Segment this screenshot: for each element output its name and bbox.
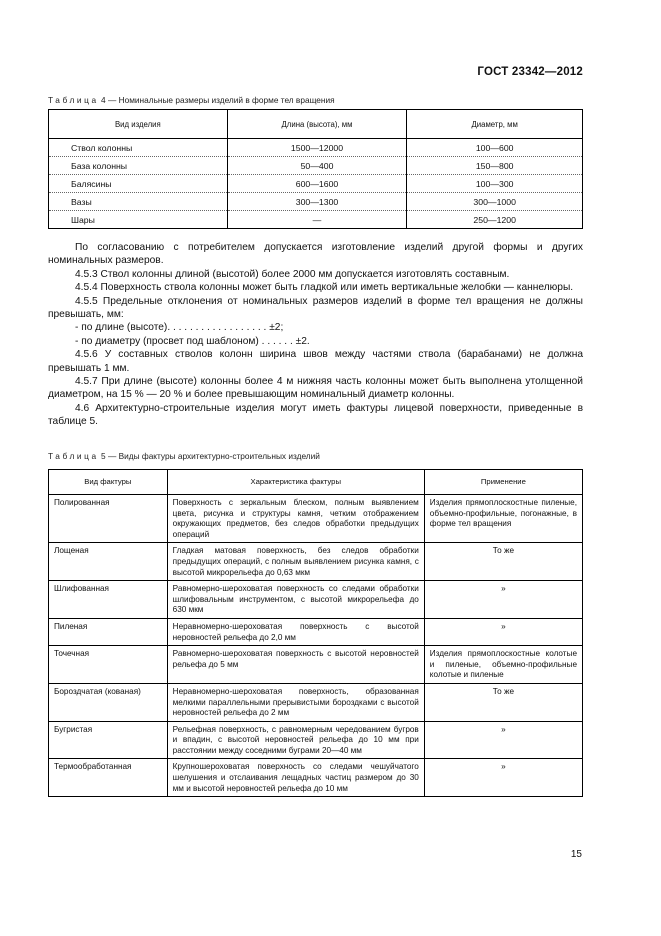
paragraph: 4.5.4 Поверхность ствола колонны может быть гладкой или иметь вертикальные желобки — каннелюры. — [75, 282, 574, 294]
table5-cell-type: Точечная — [49, 646, 168, 684]
paragraph: 4.5.5 Предельные отклонения от номинальных размеров изделий в форме тел вращения не должны превышать, мм: — [48, 295, 583, 321]
table-row — [49, 618, 583, 645]
body-text — [48, 241, 583, 429]
table5-col-desc: Характеристика фактуры — [167, 470, 424, 495]
paragraph: 4.6 Архитектурно-строительные изделия могут иметь фактуры лицевой поверхности, приведенные в таблице 5. — [48, 402, 583, 428]
table5-cell-type: Лощеная — [49, 543, 168, 581]
table5-col-type: Вид фактуры — [49, 470, 168, 495]
table5-cell-desc: Равномерно-шероховатая поверхность со следами обработки шлифовальным инструментом, с высотой микрорельефа до 630 мкм — [167, 581, 424, 619]
table4-cell-diameter: 100—300 — [407, 175, 583, 193]
table5-col-use: Применение — [424, 470, 582, 495]
table-row — [49, 721, 583, 759]
table5-cell-desc: Гладкая матовая поверхность, без следов обработки предыдущих операций, с полным выявлением рисунка камня, с высотой микрорельефа до 0,63 мкм — [167, 543, 424, 581]
table-row — [49, 646, 583, 684]
table-row — [49, 157, 583, 175]
table5-cell-use: » — [424, 721, 582, 759]
table4-cell-diameter: 250—1200 — [407, 211, 583, 229]
table4-cell-name: Вазы — [49, 193, 228, 211]
table-row — [49, 581, 583, 619]
table-row — [49, 139, 583, 157]
table4-cell-length: 600—1600 — [227, 175, 407, 193]
table4-cell-diameter: 100—600 — [407, 139, 583, 157]
table5-header-row — [49, 470, 583, 495]
table5-cell-type: Термообработанная — [49, 759, 168, 797]
table-row — [49, 211, 583, 229]
table5-cell-type: Бугристая — [49, 721, 168, 759]
table4-cell-length: — — [227, 211, 407, 229]
table5-cell-desc: Рельефная поверхность, с равномерным чередованием бугров и впадин, с высотой неровностей рельефа до 10 мм при расстоянии между соседними буграми 20—40 мм — [167, 721, 424, 759]
table4-col-diameter: Диаметр, мм — [407, 110, 583, 139]
table5-cell-use: » — [424, 581, 582, 619]
table4-header-row — [49, 110, 583, 139]
table5-caption-number: 5 — [101, 451, 106, 461]
standard-code: ГОСТ 23342—2012 — [477, 66, 583, 78]
table5-caption-prefix: Таблица — [48, 451, 99, 461]
table5-cell-use: Изделия прямоплоскостные пиленые, объемно-профильные, погонажные, в форме тел вращения — [424, 495, 582, 543]
table5-cell-type: Полированная — [49, 495, 168, 543]
table4-caption — [48, 95, 335, 105]
table-row — [49, 543, 583, 581]
table5-cell-use: » — [424, 618, 582, 645]
table4-caption-prefix: Таблица — [48, 95, 99, 105]
table5-caption — [48, 451, 320, 461]
table5 — [48, 469, 583, 797]
table4-col-length: Длина (высота), мм — [227, 110, 407, 139]
paragraph: По согласованию с потребителем допускается изготовление изделий другой формы и других номинальных размеров. — [48, 242, 583, 267]
table5-cell-desc: Неравномерно-шероховатая поверхность с высотой неровностей рельефа до 2,0 мм — [167, 618, 424, 645]
paragraph: 4.5.3 Ствол колонны длиной (высотой) более 2000 мм допускается изготовлять составным. — [75, 268, 510, 280]
table5-cell-use: » — [424, 759, 582, 797]
paragraph: 4.5.7 При длине (высоте) колонны более 4 м нижняя часть колонны может быть выполнена утолщенной диаметром, на 15 % — 20 % и более превышающим номинальный диаметр колонны. — [48, 376, 583, 401]
table4-caption-title: — Номинальные размеры изделий в форме тел вращения — [107, 95, 335, 105]
table4-cell-diameter: 150—800 — [407, 157, 583, 175]
table4-cell-length: 50—400 — [227, 157, 407, 175]
table4-cell-length: 1500—12000 — [227, 139, 407, 157]
table5-cell-desc: Крупношероховатая поверхность со следами чешуйчатого шелушения и отслаивания лещадных частиц размером до 30 мм и высотой неровностей рельефа до 10 мм — [167, 759, 424, 797]
table-row — [49, 193, 583, 211]
table4-cell-diameter: 300—1000 — [407, 193, 583, 211]
table5-cell-desc: Поверхность с зеркальным блеском, полным выявлением цвета, рисунка и структуры камня, четким отображением окружающих предметов, без следов обработки предыдущих операций — [167, 495, 424, 543]
paragraph: 4.5.6 У составных стволов колонн ширина швов между частями ствола (барабанами) не должна превышать 1 мм. — [48, 349, 583, 374]
list-item: - по длине (высоте). . . . . . . . . . . . . . . . . . ±2; — [75, 322, 284, 334]
table5-cell-type: Бороздчатая (кованая) — [49, 683, 168, 721]
table4-cell-name: Шары — [49, 211, 228, 229]
table5-cell-use: То же — [424, 683, 582, 721]
table5-caption-title: — Виды фактуры архитектурно-строительных изделий — [107, 451, 320, 461]
table4-cell-length: 300—1300 — [227, 193, 407, 211]
table4 — [48, 109, 583, 229]
table4-caption-number: 4 — [101, 95, 106, 105]
table4-cell-name: Ствол колонны — [49, 139, 228, 157]
list-item: - по диаметру (просвет под шаблоном) . . . . . . ±2. — [75, 335, 310, 347]
table5-cell-desc: Неравномерно-шероховатая поверхность, образованная мелкими параллельными прерывистыми бороздками с высотой неровностей рельефа до 2 мм — [167, 683, 424, 721]
table5-cell-use: То же — [424, 543, 582, 581]
table-row — [49, 495, 583, 543]
table-row — [49, 175, 583, 193]
table4-col-type: Вид изделия — [49, 110, 228, 139]
table4-cell-name: Балясины — [49, 175, 228, 193]
table5-cell-use: Изделия прямоплоскостные колотые и пиленые, объемно-профильные колотые и пиленые — [424, 646, 582, 684]
page-number: 15 — [570, 849, 582, 860]
table5-cell-type: Шлифованная — [49, 581, 168, 619]
table-row — [49, 759, 583, 797]
table4-cell-name: База колонны — [49, 157, 228, 175]
table-row — [49, 683, 583, 721]
table5-cell-desc: Равномерно-шероховатая поверхность с высотой неровностей рельефа до 5 мм — [167, 646, 424, 684]
table5-cell-type: Пиленая — [49, 618, 168, 645]
